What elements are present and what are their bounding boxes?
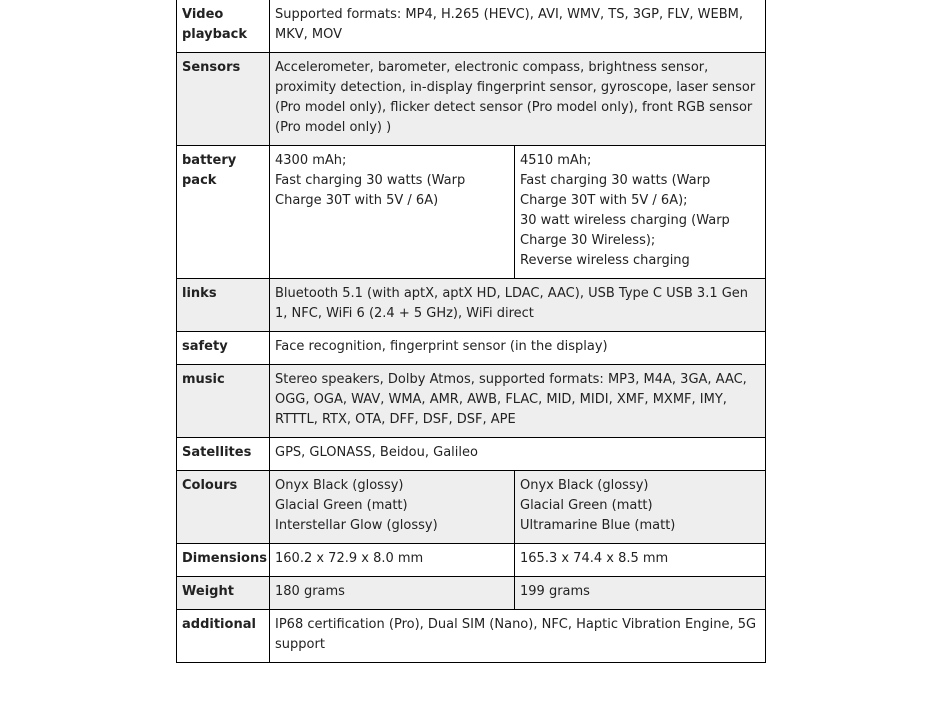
value-line: Ultramarine Blue (matt) — [520, 518, 676, 533]
row-label: Satellites — [177, 438, 270, 471]
row-value-model-b — [515, 471, 766, 544]
row-value: IP68 certification (Pro), Dual SIM (Nano), NFC, Haptic Vibration Engine, 5G support — [270, 610, 766, 663]
row-label: Colours — [177, 471, 270, 544]
value-line: Onyx Black (glossy) — [520, 478, 649, 493]
row-label: Dimensions — [177, 544, 270, 577]
row-value: GPS, GLONASS, Beidou, Galileo — [270, 438, 766, 471]
value-line: 4300 mAh; — [275, 153, 347, 168]
row-value: Stereo speakers, Dolby Atmos, supported formats: MP3, M4A, 3GA, AAC, OGG, OGA, WAV, WMA, AMR, AWB, FLAC, MID, MIDI, XMF, MXMF, IMY, RTTTL, RTX, OTA, DFF, DSF, DSF, APE — [270, 365, 766, 438]
value-line: 165.3 x 74.4 x 8.5 mm — [520, 551, 669, 566]
value-line: 199 grams — [520, 584, 590, 599]
row-label: additional — [177, 610, 270, 663]
table-row-battery-pack — [177, 146, 766, 279]
value-line: 180 grams — [275, 584, 345, 599]
row-label: music — [177, 365, 270, 438]
table-row-links — [177, 279, 766, 332]
value-line: Fast charging 30 watts (Warp Charge 30T with 5V / 6A) — [275, 173, 466, 208]
value-line: 160.2 x 72.9 x 8.0 mm — [275, 551, 424, 566]
row-value-model-a — [270, 577, 515, 610]
table-row-additional — [177, 610, 766, 663]
row-value: Bluetooth 5.1 (with aptX, aptX HD, LDAC, AAC), USB Type C USB 3.1 Gen 1, NFC, WiFi 6 (2.4 + 5 GHz), WiFi direct — [270, 279, 766, 332]
table-row-safety — [177, 332, 766, 365]
row-value: Face recognition, fingerprint sensor (in the display) — [270, 332, 766, 365]
value-line: 4510 mAh; — [520, 153, 592, 168]
row-value-model-a — [270, 471, 515, 544]
row-label: Sensors — [177, 53, 270, 146]
table-row-weight — [177, 577, 766, 610]
spec-table — [176, 0, 766, 663]
value-line: Interstellar Glow (glossy) — [275, 518, 438, 533]
table-row-sensors — [177, 53, 766, 146]
value-line: Onyx Black (glossy) — [275, 478, 404, 493]
table-row-music — [177, 365, 766, 438]
table-row-video-playback — [177, 0, 766, 53]
value-line: 30 watt wireless charging (Warp Charge 30 Wireless); — [520, 213, 730, 248]
table-row-colours — [177, 471, 766, 544]
row-value: Accelerometer, barometer, electronic compass, brightness sensor, proximity detection, in-display fingerprint sensor, gyroscope, laser sensor (Pro model only), flicker detect sensor (Pro model only), front RGB sensor (Pro model only) ) — [270, 53, 766, 146]
value-line: Fast charging 30 watts (Warp Charge 30T with 5V / 6A); — [520, 173, 711, 208]
row-value-model-a — [270, 146, 515, 279]
row-value-model-b — [515, 544, 766, 577]
row-label: safety — [177, 332, 270, 365]
value-line: Glacial Green (matt) — [275, 498, 408, 513]
row-value: Supported formats: MP4, H.265 (HEVC), AVI, WMV, TS, 3GP, FLV, WEBM, MKV, MOV — [270, 0, 766, 53]
row-label: Weight — [177, 577, 270, 610]
row-label: links — [177, 279, 270, 332]
row-value-model-b — [515, 146, 766, 279]
row-value-model-b — [515, 577, 766, 610]
row-label: Video playback — [177, 0, 270, 53]
value-line: Glacial Green (matt) — [520, 498, 653, 513]
table-row-satellites — [177, 438, 766, 471]
table-row-dimensions — [177, 544, 766, 577]
value-line: Reverse wireless charging — [520, 253, 690, 268]
row-value-model-a — [270, 544, 515, 577]
row-label: battery pack — [177, 146, 270, 279]
